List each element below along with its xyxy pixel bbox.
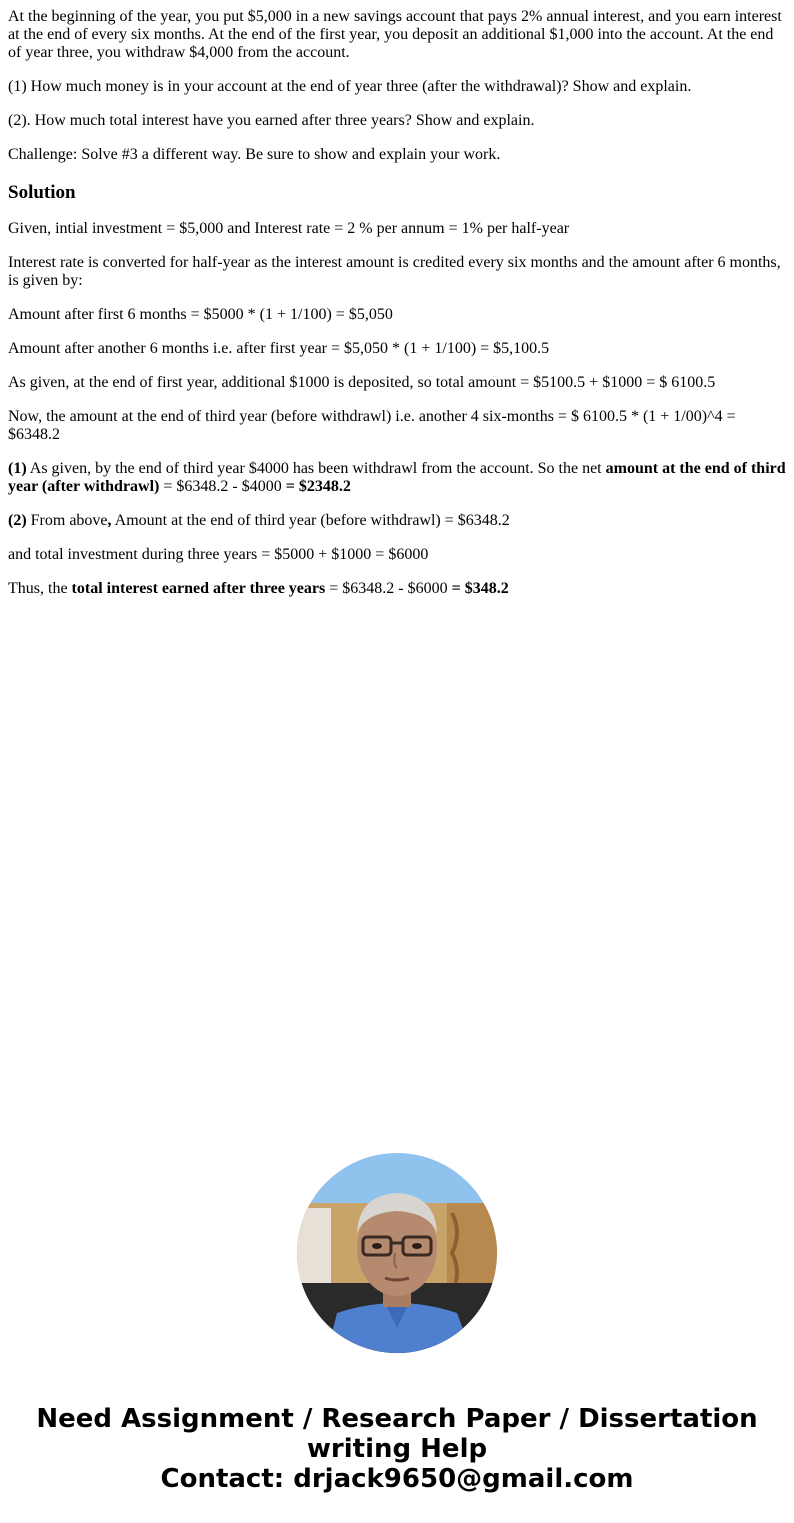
total-interest-bold: total interest earned after three years (71, 580, 326, 597)
answer-1 (8, 460, 788, 496)
solution-converted: Interest rate is converted for half-year as the interest amount is credited every six months and the amount after 6 months, is given by: (8, 254, 781, 289)
total-interest-pre: Thus, the (8, 580, 72, 597)
footer-line-1: Need Assignment / Research Paper / Dissertation (36, 1404, 758, 1434)
answer-1-text: As given, by the end of third year $4000 has been withdrawl from the account. So the net (26, 460, 606, 477)
document-body (8, 0, 788, 614)
solution-given: Given, intial investment = $5,000 and Interest rate = 2 % per annum = 1% per half-year (8, 220, 570, 237)
total-interest-result: = $348.2 (451, 580, 509, 597)
footer-banner (0, 1404, 794, 1494)
total-interest-calc: = $6348.2 - $6000 (325, 580, 452, 597)
solution-step-4: Now, the amount at the end of third year (before withdrawl) i.e. another 4 six-months = $ 6100.5 * (1 + 1/00)^4 = $6348.2 (8, 408, 736, 443)
solution-step-1: Amount after first 6 months = $5000 * (1 + 1/100) = $5,050 (8, 306, 393, 323)
footer-line-2: writing Help (306, 1434, 488, 1464)
avatar-portrait-image (297, 1153, 497, 1353)
avatar (297, 1153, 497, 1353)
solution-step-2: Amount after another 6 months i.e. after first year = $5,050 * (1 + 1/100) = $5,100.5 (8, 340, 550, 357)
question-1: (1) How much money is in your account at the end of year three (after the withdrawal)? Show and explain. (8, 78, 692, 95)
footer-contact: Contact: drjack9650@gmail.com (160, 1464, 634, 1494)
total-investment: and total investment during three years = $5000 + $1000 = $6000 (8, 546, 429, 563)
answer-1-bold: amount at the end of third year (after withdrawl) (8, 460, 786, 495)
total-interest (8, 580, 788, 598)
answer-2-rest: Amount at the end of third year (before withdrawl) = $6348.2 (111, 512, 510, 529)
answer-2-text: From above (26, 512, 108, 529)
question-challenge: Challenge: Solve #3 a different way. Be sure to show and explain your work. (8, 146, 501, 163)
answer-1-calc: = $6348.2 - $4000 (159, 478, 286, 495)
answer-2 (8, 512, 788, 530)
answer-2-comma: , (107, 512, 112, 529)
solution-step-3: As given, at the end of first year, additional $1000 is deposited, so total amount = $5100.5 + $1000 = $ 6100.5 (8, 374, 716, 391)
question-intro: At the beginning of the year, you put $5,000 in a new savings account that pays 2% annual interest, and you earn interest at the end of every six months. At the end of the first year, you deposit an additional $1,000 into the account. At the end of year three, you withdraw $4,000 from the account. (8, 8, 782, 61)
answer-2-number: (2) (8, 512, 27, 529)
answer-1-number: (1) (8, 460, 27, 477)
solution-heading: Solution (8, 182, 76, 203)
question-2: (2). How much total interest have you earned after three years? Show and explain. (8, 112, 535, 129)
answer-1-result: = $2348.2 (285, 478, 351, 495)
